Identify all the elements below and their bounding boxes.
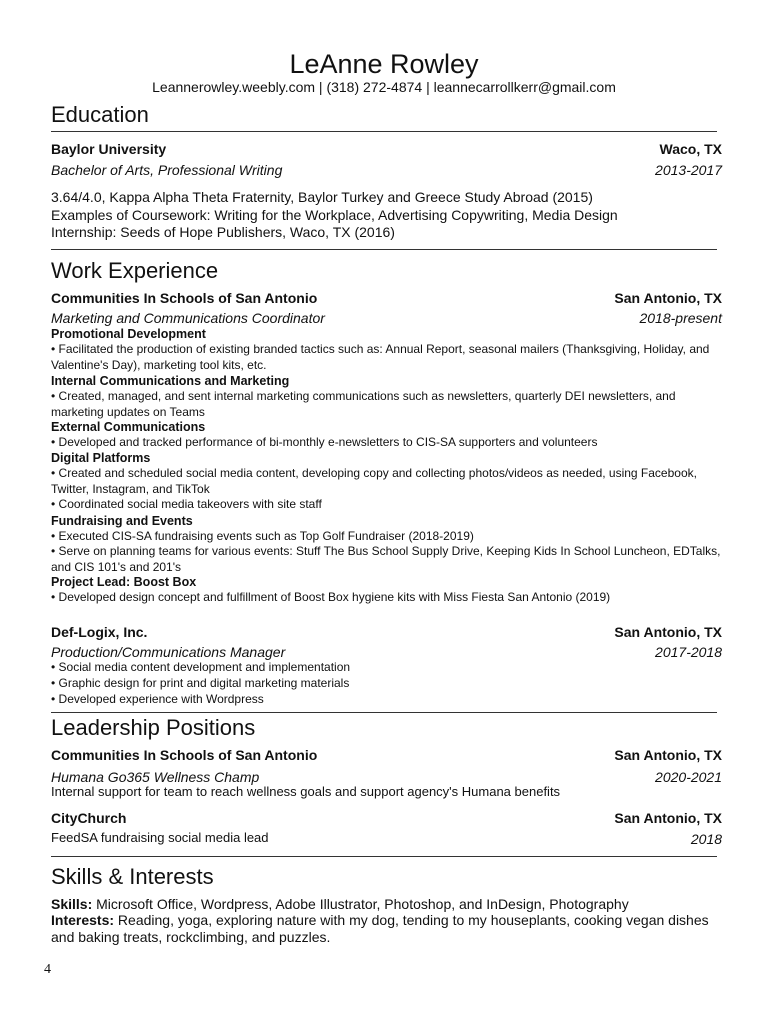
education-internship: Internship: Seeds of Hope Publishers, Waco, TX (2016) [51, 224, 395, 240]
contact-line: Leannerowley.weebly.com | (318) 272-4874 | leannecarrollkerr@gmail.com [152, 79, 616, 95]
job1-subheading: Promotional Development [51, 327, 206, 341]
job1-subheading: External Communications [51, 420, 206, 434]
work-heading: Work Experience [51, 258, 219, 283]
job1-bullet: • Developed and tracked performance of bi-monthly e-newsletters to CIS-SA supporters and volunteers [51, 435, 598, 449]
job1-bullet: • Facilitated the production of existing branded tactics such as: Annual Report, seasonal mailers (Thanksgiving, Holiday, and Valentine's Day), marketing tool kits, etc. [51, 342, 710, 372]
education-divider [51, 131, 717, 132]
job1-location: San Antonio, TX [614, 290, 722, 306]
page-number: 4 [44, 962, 51, 977]
job2-bullet: • Graphic design for print and digital marketing materials [51, 676, 350, 690]
skills-line [51, 896, 731, 913]
leadership1-dates: 2020-2021 [655, 769, 722, 785]
leadership2-location: San Antonio, TX [614, 810, 722, 826]
education-location: Waco, TX [659, 141, 722, 157]
education-detail: 3.64/4.0, Kappa Alpha Theta Fraternity, Baylor Turkey and Greece Study Abroad (2015) [51, 189, 593, 205]
job2-dates: 2017-2018 [655, 644, 722, 660]
section-divider [51, 712, 717, 713]
skills-label: Skills: [51, 896, 93, 912]
leadership-heading: Leadership Positions [51, 715, 256, 740]
section-divider [51, 856, 717, 857]
education-dates: 2013-2017 [655, 162, 722, 178]
job2-org: Def-Logix, Inc. [51, 624, 148, 640]
leadership1-role: Humana Go365 Wellness Champ [51, 769, 260, 785]
job2-location: San Antonio, TX [614, 624, 722, 640]
education-degree: Bachelor of Arts, Professional Writing [51, 162, 283, 178]
education-coursework: Examples of Coursework: Writing for the Workplace, Advertising Copywriting, Media Design [51, 207, 618, 223]
job1-bullet: • Executed CIS-SA fundraising events such as Top Golf Fundraiser (2018-2019) [51, 529, 474, 543]
job1-bullet: • Coordinated social media takeovers with site staff [51, 497, 322, 511]
job1-subheading: Digital Platforms [51, 451, 151, 465]
leadership2-desc: FeedSA fundraising social media lead [51, 830, 269, 845]
job1-subheading: Fundraising and Events [51, 514, 193, 528]
leadership1-desc: Internal support for team to reach wellness goals and support agency's Humana benefits [51, 784, 561, 799]
job1-bullet: • Serve on planning teams for various events: Stuff The Bus School Supply Drive, Keeping Kids In School Luncheon, EDTalks, and CIS 101's and 201's [51, 544, 721, 574]
leadership1-org: Communities In Schools of San Antonio [51, 747, 318, 763]
education-heading: Education [51, 102, 149, 127]
interests-text: Reading, yoga, exploring nature with my dog, tending to my houseplants, cooking vegan dishes and baking treats, rockclimbing, and puzzles. [51, 912, 709, 945]
leadership2-dates: 2018 [690, 831, 722, 847]
job1-role: Marketing and Communications Coordinator [51, 310, 325, 326]
job2-bullet: • Social media content development and implementation [51, 660, 351, 674]
education-school: Baylor University [51, 141, 167, 157]
resume-name: LeAnne Rowley [289, 49, 479, 79]
leadership2-org: CityChurch [51, 810, 127, 826]
job1-subheading: Internal Communications and Marketing [51, 374, 290, 388]
job1-dates: 2018-present [639, 310, 722, 326]
job2-bullet: • Developed experience with Wordpress [51, 692, 264, 706]
interests-line [51, 912, 723, 946]
skills-text: Microsoft Office, Wordpress, Adobe Illustrator, Photoshop, and InDesign, Photography [92, 896, 629, 912]
job1-subheading: Project Lead: Boost Box [51, 575, 197, 589]
job1-bullet: • Created, managed, and sent internal marketing communications such as newsletters, quarterly DEI newsletters, and marketing updates on Teams [51, 389, 676, 419]
interests-label: Interests: [51, 912, 115, 928]
job1-org: Communities In Schools of San Antonio [51, 290, 318, 306]
skills-heading: Skills & Interests [51, 864, 214, 889]
job1-bullet: • Created and scheduled social media content, developing copy and collecting photos/videos as needed, using Facebook, Twitter, Instagram, and TikTok [51, 466, 697, 496]
section-divider [51, 249, 717, 250]
leadership1-location: San Antonio, TX [614, 747, 722, 763]
job2-role: Production/Communications Manager [51, 644, 286, 660]
job1-bullet: • Developed design concept and fulfillment of Boost Box hygiene kits with Miss Fiesta San Antonio (2019) [51, 590, 611, 604]
